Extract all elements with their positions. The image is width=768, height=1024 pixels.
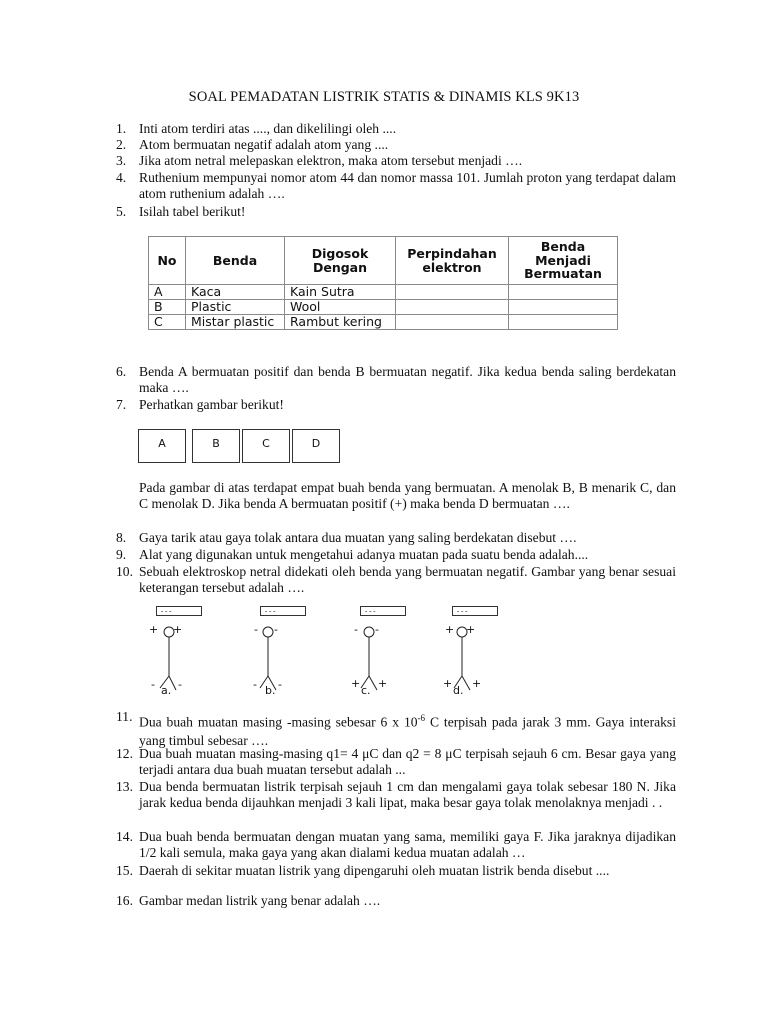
charge-sign: -	[151, 678, 155, 691]
table-cell: Rambut kering	[285, 315, 396, 330]
question-text: Daerah di sekitar muatan listrik yang dipengaruhi oleh muatan listrik benda disebut ....	[139, 863, 610, 878]
charge-sign: -	[274, 623, 278, 636]
question-5	[116, 204, 676, 220]
question-7-paragraph	[116, 480, 676, 512]
charge-sign: +	[472, 677, 482, 690]
table-cell: B	[149, 300, 186, 315]
question-9	[116, 547, 676, 563]
table-cell: Mistar plastic	[186, 315, 285, 330]
question-number: 11.	[116, 709, 133, 724]
table-header: Benda	[186, 237, 285, 285]
charged-rod: - - -	[360, 606, 406, 616]
charged-rod: - - -	[260, 606, 306, 616]
table-cell: Wool	[285, 300, 396, 315]
table-cell: Kain Sutra	[285, 285, 396, 300]
table-row	[149, 285, 618, 300]
table-header-row	[149, 237, 618, 285]
question-number: 5.	[116, 204, 127, 219]
question-13	[116, 779, 676, 811]
question-14	[116, 829, 676, 861]
question-text-part: C terpisah pada jarak 3 mm. Gaya interaksi yang timbul sebesar ….	[139, 714, 677, 748]
question-6	[116, 364, 676, 396]
charge-sign: -	[254, 623, 258, 636]
object-box: B	[192, 429, 240, 463]
question-text: Jika atom netral melepaskan elektron, maka atom tersebut menjadi ….	[139, 153, 523, 168]
question-text: Gambar medan listrik yang benar adalah ….	[139, 893, 381, 908]
page-title: SOAL PEMADATAN LISTRIK STATIS & DINAMIS KLS 9K13	[188, 89, 580, 105]
charge-sign: -	[178, 678, 182, 691]
question-text: Atom bermuatan negatif adalah atom yang ....	[139, 137, 389, 152]
question-12	[116, 746, 676, 778]
charge-sign: +	[445, 623, 455, 636]
question-1	[116, 121, 676, 137]
question-4	[116, 170, 676, 202]
question-text-part: Dua buah muatan masing -masing sebesar 6 x 10	[139, 714, 418, 730]
table-cell	[396, 300, 509, 315]
question-number: 12.	[116, 746, 133, 761]
charged-rod: - - -	[156, 606, 202, 616]
question-2	[116, 137, 676, 153]
table-row	[149, 300, 618, 315]
question-number: 2.	[116, 137, 127, 152]
exponent: -6	[417, 713, 426, 723]
charge-sign: +	[149, 623, 159, 636]
electroscope-figure	[140, 604, 520, 698]
table-row	[149, 315, 618, 330]
question-text: Isilah tabel berikut!	[139, 204, 246, 219]
charge-table	[148, 236, 618, 330]
question-number: 14.	[116, 829, 133, 844]
question-number: 1.	[116, 121, 127, 136]
charge-sign: -	[375, 623, 379, 636]
question-15	[116, 863, 676, 879]
table-cell	[396, 315, 509, 330]
electroscope-knob	[263, 627, 273, 637]
table-cell	[509, 300, 618, 315]
charged-rod: - - -	[452, 606, 498, 616]
question-11	[116, 709, 676, 750]
question-text: Inti atom terdiri atas ...., dan dikelilingi oleh ....	[139, 121, 397, 136]
question-number: 9.	[116, 547, 127, 562]
question-text: Alat yang digunakan untuk mengetahui adanya muatan pada suatu benda adalah....	[139, 547, 589, 562]
question-text: Dua buah muatan masing-masing q1= 4 μC dan q2 = 8 μC terpisah sejauh 6 cm. Besar gaya yang terjadi antara dua buah muatan tersebut adalah ...	[139, 746, 676, 778]
table-cell	[509, 285, 618, 300]
table-header: Digosok Dengan	[285, 237, 396, 285]
question-text	[139, 709, 676, 750]
table-cell: C	[149, 315, 186, 330]
table-header: Perpindahan elektron	[396, 237, 509, 285]
question-number: 16.	[116, 893, 133, 908]
question-number: 4.	[116, 170, 127, 185]
table-cell	[396, 285, 509, 300]
object-box: C	[242, 429, 290, 463]
option-label: d.	[453, 684, 464, 697]
paragraph-text: Pada gambar di atas terdapat empat buah benda yang bermuatan. A menolak B, B menarik C, dan C menolak D. Jika benda A bermuatan positif (+) maka benda D bermuatan ….	[139, 480, 676, 512]
option-label: a.	[161, 684, 172, 697]
question-16	[116, 893, 676, 909]
table-header: Benda Menjadi Bermuatan	[509, 237, 618, 285]
question-8	[116, 530, 676, 546]
question-number: 7.	[116, 397, 127, 412]
charge-sign: +	[173, 623, 183, 636]
table-cell: Kaca	[186, 285, 285, 300]
table-cell: A	[149, 285, 186, 300]
object-box: A	[138, 429, 186, 463]
charge-sign: +	[466, 623, 476, 636]
question-10	[116, 564, 676, 596]
charge-sign: -	[253, 678, 257, 691]
electroscope-knob	[364, 627, 374, 637]
question-text: Benda A bermuatan positif dan benda B bermuatan negatif. Jika kedua benda saling berdekatan maka ….	[139, 364, 676, 396]
question-number: 10.	[116, 564, 133, 579]
option-label: b.	[265, 684, 276, 697]
question-3	[116, 153, 676, 169]
question-text: Dua benda bermuatan listrik terpisah sejauh 1 cm dan mengalami gaya tolak sebesar 180 N. Jika jarak kedua benda dijauhkan menjadi 3 kali lipat, maka besar gaya tolak menolaknya menjadi . .	[139, 779, 676, 811]
question-number: 6.	[116, 364, 127, 379]
question-number: 3.	[116, 153, 127, 168]
option-label: c.	[361, 684, 371, 697]
charge-sign: -	[354, 623, 358, 636]
question-text: Sebuah elektroskop netral didekati oleh benda yang bermuatan negatif. Gambar yang benar sesuai keterangan tersebut adalah ….	[139, 564, 676, 596]
question-number: 15.	[116, 863, 133, 878]
question-number: 13.	[116, 779, 133, 794]
question-text: Perhatkan gambar berikut!	[139, 397, 284, 412]
question-text: Ruthenium mempunyai nomor atom 44 dan nomor massa 101. Jumlah proton yang terdapat dalam atom ruthenium adalah ….	[139, 170, 676, 202]
charge-sign: +	[378, 677, 388, 690]
charge-sign: +	[443, 677, 453, 690]
table-cell	[509, 315, 618, 330]
object-box: D	[292, 429, 340, 463]
charge-sign: +	[351, 677, 361, 690]
question-text: Gaya tarik atau gaya tolak antara dua muatan yang saling berdekatan disebut ….	[139, 530, 577, 545]
question-text: Dua buah benda bermuatan dengan muatan yang sama, memiliki gaya F. Jika jaraknya dijadikan 1/2 kali semula, maka gaya yang akan dialami kedua muatan adalah …	[139, 829, 676, 861]
question-7	[116, 397, 676, 413]
question-number: 8.	[116, 530, 127, 545]
table-header: No	[149, 237, 186, 285]
charge-sign: -	[278, 678, 282, 691]
table-cell: Plastic	[186, 300, 285, 315]
